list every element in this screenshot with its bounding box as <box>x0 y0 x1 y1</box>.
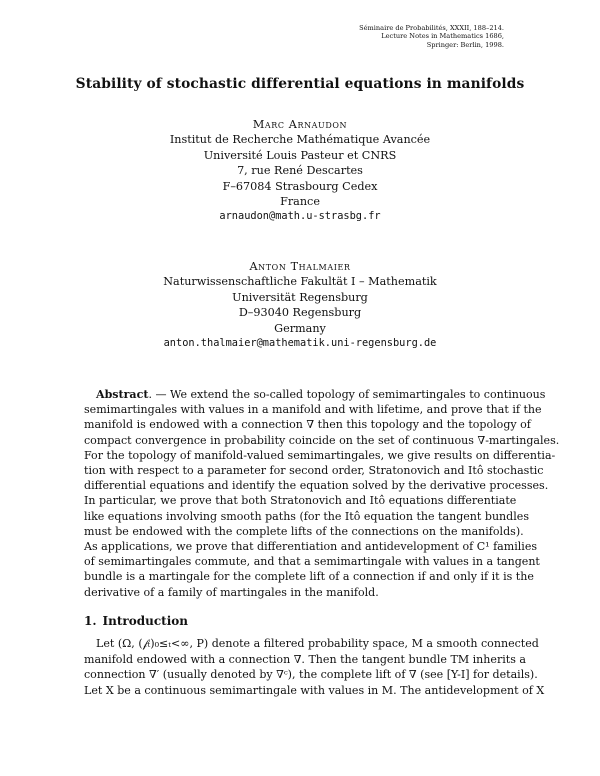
section-heading <box>84 614 188 628</box>
affiliation-line: F–67084 Strasbourg Cedex <box>222 179 378 193</box>
abstract-label: Abstract <box>96 388 149 401</box>
abstract-line: like equations involving smooth paths (for the Itô equation the tangent bundles <box>84 509 529 523</box>
affiliation-line: D–93040 Regensburg <box>238 306 362 320</box>
author-name: Anton Thalmaier <box>249 260 351 273</box>
abstract-line: derivative of a family of martingales in the manifold. <box>84 585 379 599</box>
abstract-line: For the topology of manifold-valued semimartingales, we give results on differentia- <box>84 448 556 462</box>
abstract-line: As applications, we prove that differentiation and antidevelopment of C¹ families <box>84 540 538 554</box>
author-block <box>0 117 600 225</box>
abstract-line <box>84 387 546 402</box>
affiliation-line: Naturwissenschaftliche Fakultät I – Mathematik <box>163 275 437 289</box>
intro-paragraph <box>84 636 545 699</box>
author-email: arnaudon@math.u-strasbg.fr <box>219 210 381 223</box>
affiliation-line: Institut de Recherche Mathématique Avancée <box>169 133 431 147</box>
abstract-line: compact convergence in probability coincide on the set of continuous ∇-martingales. <box>84 433 560 447</box>
abstract <box>84 387 560 600</box>
abstract-line: tion with respect to a parameter for second order, Stratonovich and Itô stochastic <box>84 464 544 478</box>
abstract-line-text: . — We extend the so-called topology of semimartingales to continuous <box>148 388 546 401</box>
author-name: Marc Arnaudon <box>252 118 348 131</box>
abstract-line: must be endowed with the complete lifts of the connections on the manifolds). <box>84 524 524 538</box>
affiliation-line: France <box>280 195 320 209</box>
header-line: Séminaire de Probabilités, XXXII, 188–214. <box>359 24 504 32</box>
intro-line: Let X be a continuous semimartingale with values in M. The antidevelopment of X <box>84 684 545 698</box>
section-number: 1. <box>84 614 97 628</box>
abstract-line: manifold is endowed with a connection ∇ then this topology and the topology of <box>84 418 531 432</box>
section-title: Introduction <box>102 614 188 628</box>
abstract-line: differential equations and identify the equation solved by the derivative processes. <box>84 479 549 493</box>
affiliation-line: Germany <box>274 321 326 335</box>
header-line: Lecture Notes in Mathematics 1686, <box>381 32 504 41</box>
affiliation-line: Universität Regensburg <box>232 290 368 304</box>
abstract-line: In particular, we prove that both Stratonovich and Itô equations differentiate <box>84 494 517 508</box>
publication-header <box>359 24 504 49</box>
paper-title: Stability of stochastic differential equations in manifolds <box>75 76 525 92</box>
intro-line: Let (Ω, (𝒻ₜ)₀≤ₜ<∞, P) denote a filtered probability space, M a smooth connected <box>96 637 539 650</box>
abstract-line: of semimartingales commute, and that a semimartingale with values in a tangent <box>84 555 540 569</box>
affiliation-line: Université Louis Pasteur et CNRS <box>203 148 397 162</box>
author-email: anton.thalmaier@mathematik.uni-regensburg.de <box>163 337 437 350</box>
affiliation-line: 7, rue René Descartes <box>237 164 363 178</box>
intro-line: connection ∇′ (usually denoted by ∇ᶜ), the complete lift of ∇ (see [Y-I] for details). <box>84 668 538 682</box>
abstract-line: semimartingales with values in a manifold and with lifetime, and prove that if the <box>84 403 542 417</box>
abstract-line: bundle is a martingale for the complete lift of a connection if and only if it is the <box>84 570 534 584</box>
author-block <box>0 259 600 351</box>
header-line: Springer: Berlin, 1998. <box>426 40 504 49</box>
intro-line: manifold endowed with a connection ∇. Then the tangent bundle TM inherits a <box>84 652 526 666</box>
